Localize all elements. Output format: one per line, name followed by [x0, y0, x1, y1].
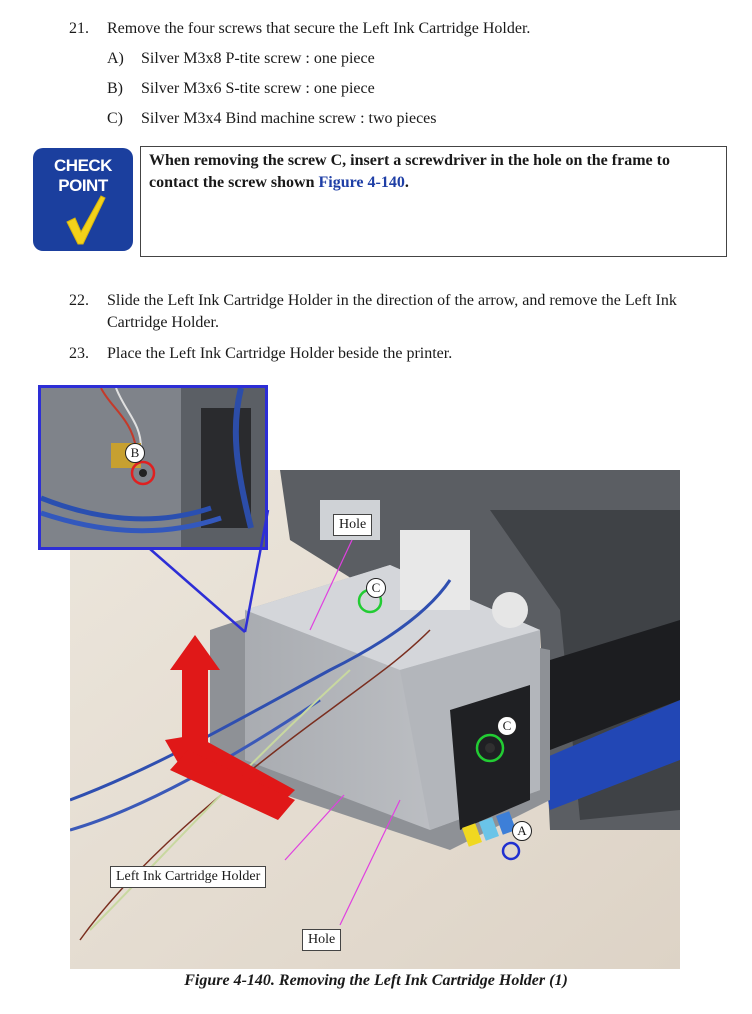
label-c-top: C — [366, 578, 386, 598]
sub-item-letter: B) — [107, 80, 123, 97]
check-point-end: . — [404, 174, 409, 191]
inset-zoom-drawing — [41, 388, 265, 547]
label-c-right: C — [497, 716, 517, 736]
check-point-text — [149, 150, 719, 194]
callout-left-ink-cartridge-holder: Left Ink Cartridge Holder — [110, 866, 266, 888]
check-point-icon — [33, 148, 133, 251]
sub-item-text: Silver M3x4 Bind machine screw : two pieces — [141, 110, 437, 127]
figure-link[interactable]: Figure 4-140 — [318, 174, 405, 191]
sub-item-letter: C) — [107, 110, 123, 127]
check-point-label-line2: POINT — [58, 176, 108, 195]
sub-item-letter: A) — [107, 50, 124, 67]
figure-caption: Figure 4-140. Removing the Left Ink Cartridge Holder (1) — [184, 972, 568, 989]
sub-item-text: Silver M3x8 P-tite screw : one piece — [141, 50, 375, 67]
step-text: Slide the Left Ink Cartridge Holder in the direction of the arrow, and remove the Left Ink Cartridge Holder. — [107, 292, 677, 331]
step-text: Remove the four screws that secure the Left Ink Cartridge Holder. — [107, 20, 531, 37]
callout-hole-bottom: Hole — [302, 929, 341, 951]
sub-item-text: Silver M3x6 S-tite screw : one piece — [141, 80, 375, 97]
checkmark-icon — [63, 194, 107, 246]
step-number: 23. — [69, 345, 89, 362]
callout-hole-top: Hole — [333, 514, 372, 536]
step-number: 22. — [69, 292, 89, 309]
inset-zoom — [38, 385, 268, 550]
check-point-label-line1: CHECK — [54, 156, 112, 175]
check-point-box — [140, 146, 727, 257]
label-b: B — [125, 443, 145, 463]
step-number: 21. — [69, 20, 89, 37]
step-text: Place the Left Ink Cartridge Holder beside the printer. — [107, 345, 453, 362]
check-point-main-text: When removing the screw C, insert a screwdriver in the hole on the frame to contact the screw shown — [149, 152, 670, 191]
label-a: A — [512, 821, 532, 841]
